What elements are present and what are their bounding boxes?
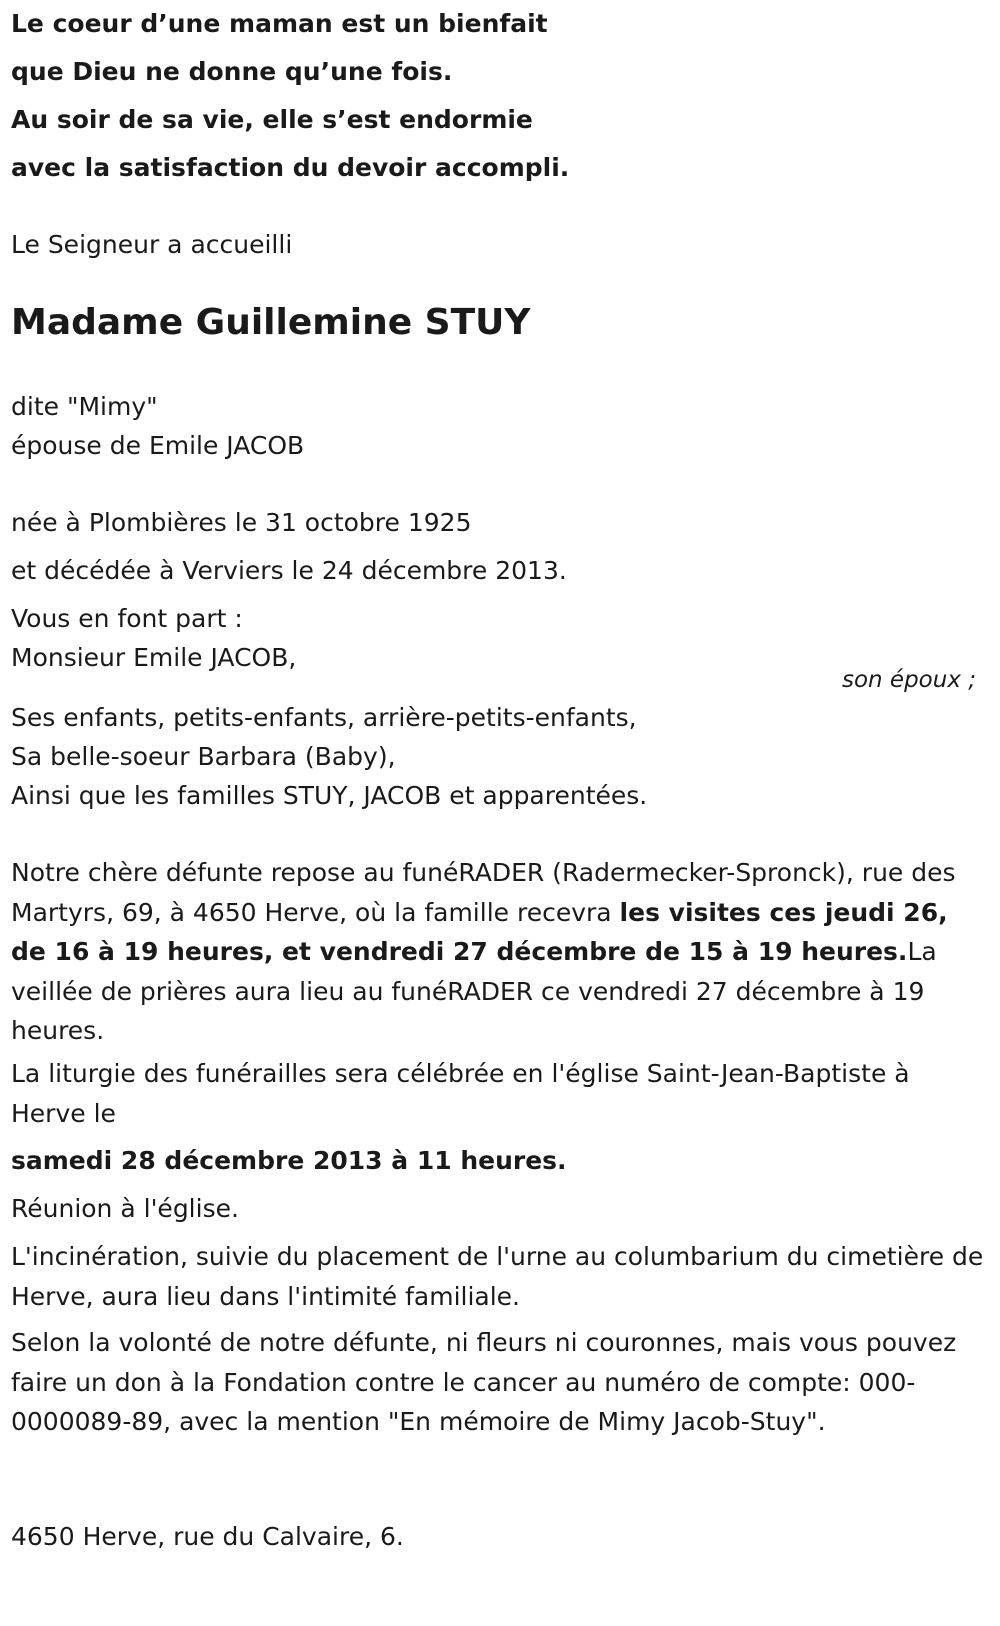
sister-in-law-line: Sa belle-soeur Barbara (Baby), <box>11 742 396 771</box>
husband-name: Monsieur Emile JACOB, <box>11 643 297 672</box>
visits-intro: Notre chère défunte repose au funéRADER (Radermecker-Spronck), rue des Martyrs, 69, à 4650 Herve, où la famille recevra <box>11 858 956 927</box>
poem-line-1: Le coeur d’une maman est un bienfait <box>11 9 548 38</box>
liturgy-paragraph: La liturgie des funérailles sera célébrée en l'église Saint-Jean-Baptiste à Herve le <box>11 1059 910 1128</box>
visits-schedule: les visites ces jeudi 26, de 16 à 19 heures, et vendredi 27 décembre de 15 à 19 heures. <box>11 897 948 966</box>
liturgy-date: samedi 28 décembre 2013 à 11 heures. <box>11 1146 567 1175</box>
visits-paragraph <box>11 853 986 1051</box>
poem-line-2: que Dieu ne donne qu’une fois. <box>11 57 453 86</box>
death-line: et décédée à Verviers le 24 décembre 2013. <box>11 556 567 585</box>
nickname: dite "Mimy" <box>11 392 158 421</box>
vigil-text: La veillée de prières aura lieu au funéRADER ce vendredi 27 décembre à 19 heures. <box>11 937 937 1045</box>
spouse-line: épouse de Emile JACOB <box>11 431 305 460</box>
announce-line: Vous en font part : <box>11 604 243 633</box>
husband-role: son époux ; <box>841 667 976 693</box>
intro-text: Le Seigneur a accueilli <box>11 230 293 259</box>
families-line: Ainsi que les familles STUY, JACOB et apparentées. <box>11 781 648 810</box>
birth-line: née à Plombières le 31 octobre 1925 <box>11 508 472 537</box>
meeting-line: Réunion à l'église. <box>11 1194 239 1223</box>
donation-paragraph: Selon la volonté de notre défunte, ni fleurs ni couronnes, mais vous pouvez faire un don à la Fondation contre le cancer au numéro de compte: 000-0000089-89, avec la mention "En mémoire de Mimy Jacob-Stuy". <box>11 1328 957 1436</box>
deceased-name: Madame Guillemine STUY <box>11 302 531 343</box>
address-line: 4650 Herve, rue du Calvaire, 6. <box>11 1522 404 1551</box>
children-line: Ses enfants, petits-enfants, arrière-petits-enfants, <box>11 703 637 732</box>
poem-line-4: avec la satisfaction du devoir accompli. <box>11 153 570 182</box>
poem-line-3: Au soir de sa vie, elle s’est endormie <box>11 105 533 134</box>
cremation-paragraph: L'incinération, suivie du placement de l'urne au columbarium du cimetière de Herve, aura lieu dans l'intimité familiale. <box>11 1242 984 1311</box>
